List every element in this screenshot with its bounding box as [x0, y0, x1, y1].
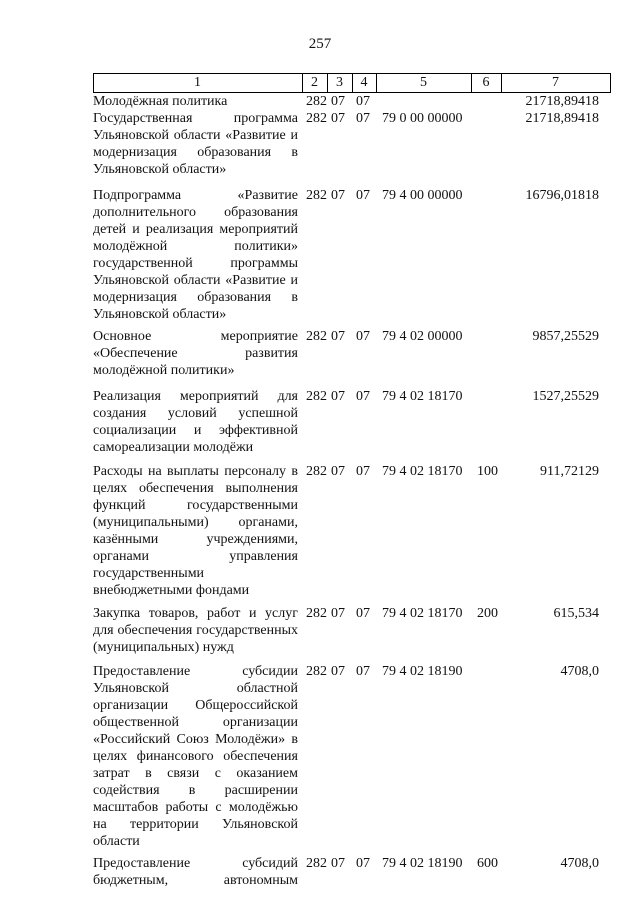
row-sum: 9857,25529 [532, 329, 599, 344]
row-ved: 282 [306, 464, 327, 479]
header-col-2: 2 [311, 75, 318, 90]
table-row [93, 855, 611, 889]
row-csr: 79 4 00 00000 [382, 188, 463, 203]
row-sum: 16796,01818 [525, 188, 599, 203]
row-vr: 100 [477, 464, 498, 479]
row-ved: 282 [306, 111, 327, 126]
row-name: Молодёжная политика [93, 94, 228, 109]
row-pr: 07 [356, 606, 370, 621]
row-vr: 200 [477, 606, 498, 621]
row-ved: 282 [306, 94, 327, 109]
row-name: Подпрограмма «Развитие дополнительного образования детей и реализация мероприятий молодёжной политики» государственной программы Ульяновской области «Развитие и модернизация образования в Ульяновской области» [93, 188, 298, 322]
row-pr: 07 [356, 464, 370, 479]
row-sum: 21718,89418 [525, 111, 599, 126]
row-rz: 07 [331, 606, 345, 621]
row-name: Реализация мероприятий для создания условий успешной социализации и эффективной самореализации молодёжи [93, 389, 298, 455]
row-rz: 07 [331, 389, 345, 404]
page-number: 257 [308, 36, 332, 52]
row-name: Государственная программа Ульяновской области «Развитие и модернизация образования в Ульяновской области» [93, 111, 298, 177]
row-sum: 911,72129 [540, 464, 599, 479]
row-ved: 282 [306, 389, 327, 404]
table-row [93, 110, 611, 178]
row-name: Закупка товаров, работ и услуг для обеспечения государственных (муниципальных) нужд [93, 606, 298, 655]
row-ved: 282 [306, 856, 327, 871]
row-sum: 4708,0 [560, 856, 599, 871]
row-name: Предоставление субсидии Ульяновской областной организации Общероссийской общественной организации «Российский Союз Молодёжи» в целях финансового обеспечения затрат в связи с оказанием содействия в расширении масштабов работы с молодёжью на территории Ульяновской области [93, 664, 298, 849]
row-name: Расходы на выплаты персоналу в целях обеспечения выполнения функций государственными (муниципальными) органами, казёнными учреждениями, органами управления государственными внебюджетными фондами [93, 464, 298, 598]
row-pr: 07 [356, 664, 370, 679]
row-rz: 07 [331, 856, 345, 871]
row-csr: 79 4 02 00000 [382, 329, 463, 344]
row-rz: 07 [331, 111, 345, 126]
row-ved: 282 [306, 664, 327, 679]
row-pr: 07 [356, 94, 370, 109]
row-rz: 07 [331, 329, 345, 344]
table-row [93, 388, 611, 456]
budget-table [93, 73, 611, 889]
row-csr: 79 4 02 18190 [382, 856, 463, 871]
row-name: Основное мероприятие «Обеспечение развития молодёжной политики» [93, 329, 298, 378]
row-csr: 79 4 02 18170 [382, 606, 463, 621]
row-ved: 282 [306, 329, 327, 344]
row-ved: 282 [306, 188, 327, 203]
row-pr: 07 [356, 188, 370, 203]
header-col-4: 4 [360, 75, 368, 90]
table-row [93, 463, 611, 599]
table-header [93, 73, 611, 93]
row-name: Предоставление субсидий бюджетным, автономным [93, 856, 298, 888]
row-sum: 615,534 [553, 606, 599, 621]
row-pr: 07 [356, 389, 370, 404]
row-pr: 07 [356, 329, 370, 344]
row-csr: 79 4 02 18170 [382, 389, 463, 404]
header-col-5: 5 [420, 75, 427, 90]
row-rz: 07 [331, 188, 345, 203]
table-row [93, 328, 611, 379]
row-vr: 600 [477, 856, 498, 871]
table-row [93, 93, 611, 110]
row-rz: 07 [331, 94, 345, 109]
row-csr: 79 4 02 18170 [382, 464, 463, 479]
row-sum: 1527,25529 [532, 389, 599, 404]
table-row [93, 187, 611, 323]
row-rz: 07 [331, 664, 345, 679]
row-csr: 79 0 00 00000 [382, 111, 463, 126]
table-row [93, 605, 611, 656]
row-sum: 21718,89418 [525, 94, 599, 109]
row-sum: 4708,0 [560, 664, 599, 679]
row-ved: 282 [306, 606, 327, 621]
row-pr: 07 [356, 856, 370, 871]
header-col-1: 1 [194, 75, 201, 90]
row-csr: 79 4 02 18190 [382, 664, 463, 679]
row-pr: 07 [356, 111, 370, 126]
header-col-6: 6 [482, 75, 490, 90]
header-col-3: 3 [336, 75, 343, 90]
header-col-7: 7 [552, 75, 559, 90]
table-row [93, 663, 611, 850]
row-rz: 07 [331, 464, 345, 479]
